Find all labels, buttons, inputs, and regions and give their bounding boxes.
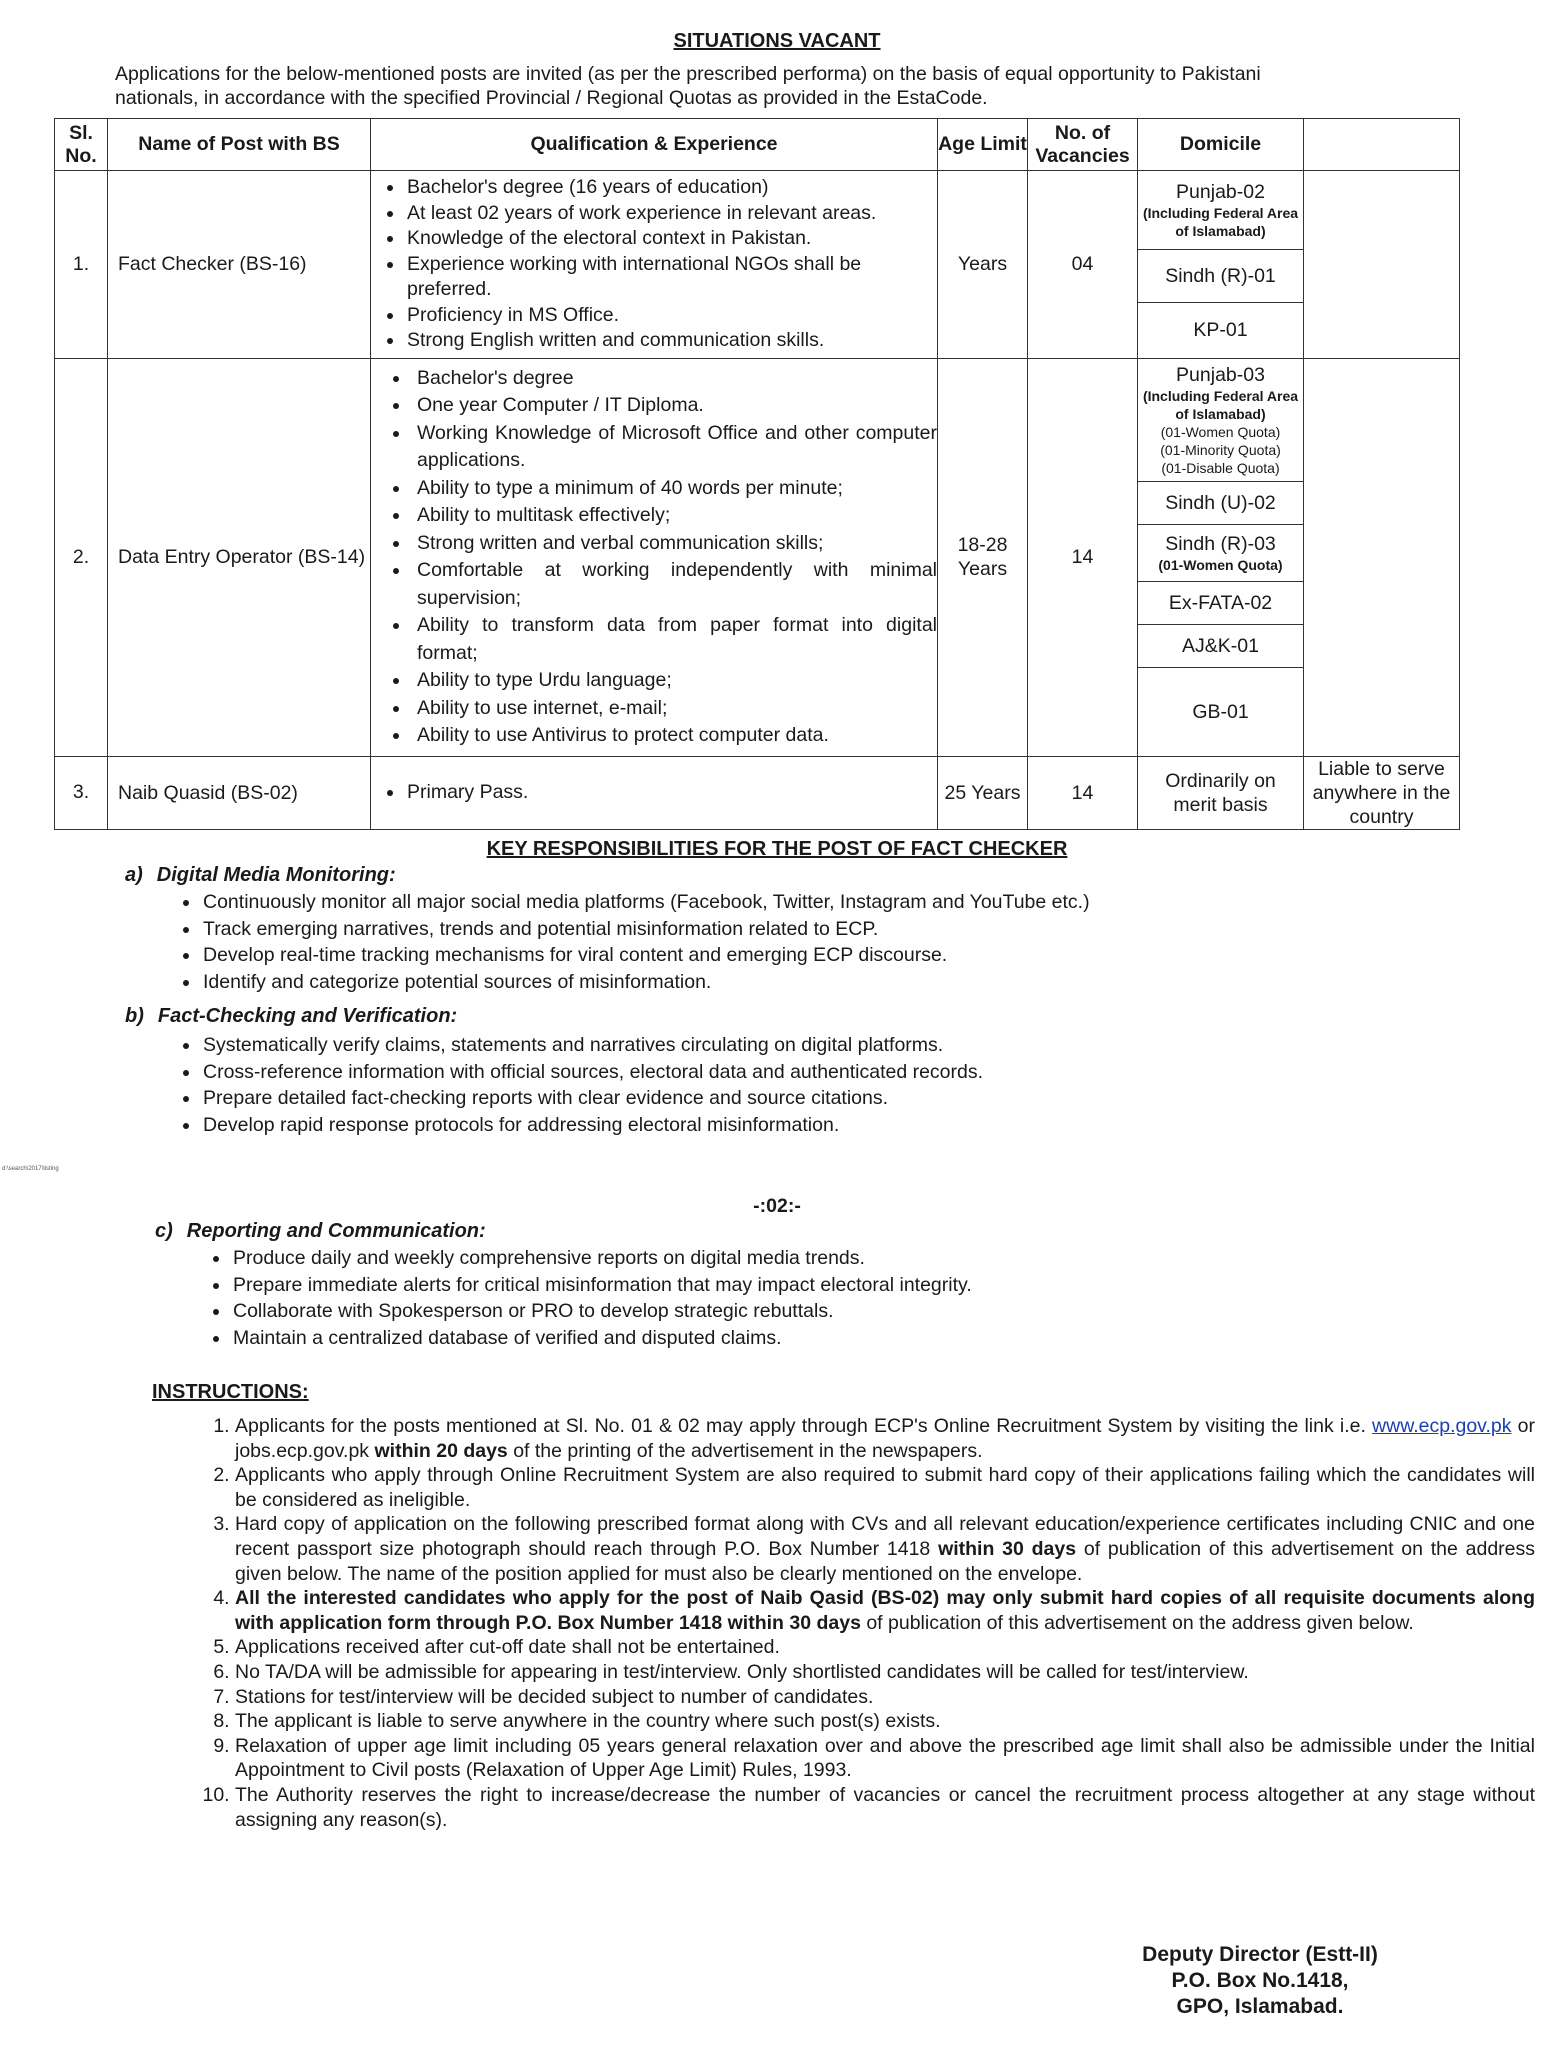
section-heading: a) Digital Media Monitoring: bbox=[125, 864, 396, 886]
qualification-cell bbox=[371, 358, 938, 756]
header-age-limit: Age Limit bbox=[938, 119, 1028, 171]
list-item: 8. The applicant is liable to serve anywhere in the country where such post(s) exists. bbox=[235, 1709, 1535, 1734]
domicile-quota: KP-01 bbox=[1193, 319, 1248, 342]
domicile-cell bbox=[1138, 171, 1304, 359]
domicile-cell bbox=[1138, 756, 1304, 829]
qualification-list bbox=[371, 175, 937, 354]
list-item: • Track emerging narratives, trends and potential misinformation related to ECP. bbox=[201, 916, 1090, 943]
qualification-item: • Primary Pass. bbox=[405, 780, 937, 806]
table-row bbox=[55, 358, 1460, 756]
qualification-list bbox=[371, 365, 937, 750]
qualification-item: • Ability to type Urdu language; bbox=[411, 667, 937, 695]
domicile-quota: Punjab-02 (Including Federal Area of Islamabad) bbox=[1138, 171, 1303, 250]
header-domicile: Domicile bbox=[1138, 119, 1304, 171]
domicile-quota: Ordinarily on merit basis bbox=[1165, 769, 1276, 816]
qualification-item: • Knowledge of the electoral context in Pakistan. bbox=[405, 226, 937, 252]
table-row bbox=[55, 171, 1460, 359]
remarks-cell bbox=[1304, 171, 1460, 359]
qualification-item: • Working Knowledge of Microsoft Office and other computer applications. bbox=[411, 420, 937, 475]
list-item: 9. Relaxation of upper age limit including 05 years general relaxation over and above the prescribed age limit shall also be admissible under the Initial Appointment to Civil posts (Relaxation of Upper Age Limit) Rules, 1993. bbox=[235, 1734, 1535, 1783]
responsibility-list bbox=[197, 1245, 972, 1351]
ecp-website-link[interactable]: www.ecp.gov.pk bbox=[1372, 1415, 1512, 1437]
domicile-quota: Punjab-03 (Including Federal Area of Islamabad) (01-Women Quota) (01-Minority Quota) (01-Disable Quota) bbox=[1138, 359, 1303, 482]
section-heading: b) Fact-Checking and Verification: bbox=[125, 1005, 458, 1027]
file-path-mark: d:\search\2017\listing bbox=[2, 1166, 59, 1172]
qualification-cell bbox=[371, 171, 938, 359]
qualification-item: • Strong English written and communication skills. bbox=[405, 328, 937, 354]
section-reporting bbox=[155, 1220, 972, 1351]
qualification-item: • One year Computer / IT Diploma. bbox=[411, 392, 937, 420]
intro-paragraph: Applications for the below-mentioned posts are invited (as per the prescribed performa) on the basis of equal opportunity to Pakistani nationals, in accordance with the specified Provincial / Regional Quotas as provided in the EstaCode. bbox=[115, 63, 1261, 109]
header-post-name: Name of Post with BS bbox=[108, 119, 371, 171]
signature-po-box: P.O. Box No.1418, bbox=[1171, 1969, 1349, 1992]
signature-block bbox=[1100, 1942, 1420, 2020]
signature-address: GPO, Islamabad. bbox=[1176, 1995, 1344, 2018]
list-item: • Develop rapid response protocols for addressing electoral misinformation. bbox=[201, 1112, 983, 1139]
age-limit: 18-28 Years bbox=[938, 358, 1028, 756]
qualification-list bbox=[371, 780, 937, 806]
list-item: • Produce daily and weekly comprehensive reports on digital media trends. bbox=[231, 1245, 972, 1272]
responsibility-list bbox=[167, 1032, 983, 1138]
list-item: • Develop real-time tracking mechanisms for viral content and emerging ECP discourse. bbox=[201, 942, 1090, 969]
row-sl: 3. bbox=[55, 756, 108, 829]
qualification-item: • Ability to use internet, e-mail; bbox=[411, 695, 937, 723]
page-number: -:02:- bbox=[753, 1195, 801, 1217]
list-item: • Cross-reference information with official sources, electoral data and authenticated records. bbox=[201, 1059, 983, 1086]
qualification-item: • Ability to transform data from paper format into digital format; bbox=[411, 612, 937, 667]
vacancies-table bbox=[54, 118, 1460, 830]
header-qualification: Qualification & Experience bbox=[371, 119, 938, 171]
domicile-quota: Sindh (R)-03 (01-Women Quota) bbox=[1138, 525, 1303, 582]
header-sl: Sl. No. bbox=[55, 119, 108, 171]
age-limit: 25 Years bbox=[938, 756, 1028, 829]
instructions-heading: INSTRUCTIONS: bbox=[152, 1381, 309, 1403]
list-item: 2. Applicants who apply through Online Recruitment System are also required to submit hard copy of their applications failing which the candidates will be considered as ineligible. bbox=[235, 1463, 1535, 1512]
header-vacancies: No. of Vacancies bbox=[1028, 119, 1138, 171]
responsibility-list bbox=[167, 889, 1090, 995]
section-fact-checking bbox=[125, 1005, 983, 1138]
list-item: 6. No TA/DA will be admissible for appearing in test/interview. Only shortlisted candidates will be called for test/interview. bbox=[235, 1660, 1535, 1685]
qualification-item: • Ability to multitask effectively; bbox=[411, 502, 937, 530]
list-item: • Prepare detailed fact-checking reports with clear evidence and source citations. bbox=[201, 1085, 983, 1112]
vacancies-count: 14 bbox=[1028, 358, 1138, 756]
list-item: • Continuously monitor all major social media platforms (Facebook, Twitter, Instagram and YouTube etc.) bbox=[201, 889, 1090, 916]
qualification-item: • Comfortable at working independently with minimal supervision; bbox=[411, 557, 937, 612]
table-row bbox=[55, 756, 1460, 829]
list-item: 3. Hard copy of application on the following prescribed format along with CVs and all relevant education/experience certificates including CNIC and one recent passport size photograph should reach through P.O. Box Number 1418 within 30 days of publication of this advertisement on the address given below. The name of the position applied for must also be clearly mentioned on the envelope. bbox=[235, 1512, 1535, 1586]
domicile-quota: Ex-FATA-02 bbox=[1138, 582, 1303, 625]
domicile-quota: Sindh (R)-01 bbox=[1138, 250, 1303, 303]
domicile-quota: Sindh (U)-02 bbox=[1138, 482, 1303, 525]
domicile-quota: AJ&K-01 bbox=[1138, 625, 1303, 668]
list-item: 4. All the interested candidates who apply for the post of Naib Qasid (BS-02) may only submit hard copies of all requisite documents along with application form through P.O. Box Number 1418 within 30 days of publication of this advertisement on the address given below. bbox=[235, 1586, 1535, 1635]
list-item: 7. Stations for test/interview will be decided subject to number of candidates. bbox=[235, 1685, 1535, 1710]
list-item: • Prepare immediate alerts for critical misinformation that may impact electoral integrity. bbox=[231, 1272, 972, 1299]
qualification-item: • Ability to use Antivirus to protect computer data. bbox=[411, 722, 937, 750]
domicile-cell bbox=[1138, 358, 1304, 756]
vacancies-count: 14 bbox=[1028, 756, 1138, 829]
post-name: Fact Checker (BS-16) bbox=[108, 171, 371, 359]
row-sl: 2. bbox=[55, 358, 108, 756]
list-item: 1. Applicants for the posts mentioned at Sl. No. 01 & 02 may apply through ECP's Online Recruitment System by visiting the link i.e. www.ecp.gov.pk or jobs.ecp.gov.pk within 20 days of the printing of the advertisement in the newspapers. bbox=[235, 1414, 1535, 1463]
vacancies-count: 04 bbox=[1028, 171, 1138, 359]
instructions-list bbox=[185, 1414, 1535, 1832]
header-remarks bbox=[1304, 119, 1460, 171]
domicile-quota: GB-01 bbox=[1192, 700, 1249, 723]
list-item: • Collaborate with Spokesperson or PRO to develop strategic rebuttals. bbox=[231, 1298, 972, 1325]
age-limit: Years bbox=[938, 171, 1028, 359]
post-name: Naib Quasid (BS-02) bbox=[108, 756, 371, 829]
qualification-item: • Bachelor's degree bbox=[411, 365, 937, 393]
qualification-item: • Proficiency in MS Office. bbox=[405, 303, 937, 329]
document-title: SITUATIONS VACANT bbox=[673, 30, 881, 52]
qualification-item: • At least 02 years of work experience in relevant areas. bbox=[405, 201, 937, 227]
remarks-cell bbox=[1304, 358, 1460, 756]
post-name: Data Entry Operator (BS-14) bbox=[108, 358, 371, 756]
responsibilities-heading: KEY RESPONSIBILITIES FOR THE POST OF FACT CHECKER bbox=[486, 838, 1068, 860]
qualification-cell bbox=[371, 756, 938, 829]
signature-title: Deputy Director (Estt-II) bbox=[1142, 1943, 1378, 1966]
list-item: 5. Applications received after cut-off date shall not be entertained. bbox=[235, 1635, 1535, 1660]
table-header-row bbox=[55, 119, 1460, 171]
qualification-item: • Ability to type a minimum of 40 words per minute; bbox=[411, 475, 937, 503]
list-item: 10. The Authority reserves the right to increase/decrease the number of vacancies or cancel the recruitment process altogether at any stage without assigning any reason(s). bbox=[235, 1783, 1535, 1832]
row-sl: 1. bbox=[55, 171, 108, 359]
list-item: • Identify and categorize potential sources of misinformation. bbox=[201, 969, 1090, 996]
qualification-item: • Experience working with international NGOs shall be preferred. bbox=[405, 252, 937, 303]
section-digital-media bbox=[125, 864, 1090, 995]
qualification-item: • Bachelor's degree (16 years of education) bbox=[405, 175, 937, 201]
remarks-cell: Liable to serve anywhere in the country bbox=[1304, 756, 1460, 829]
list-item: • Systematically verify claims, statements and narratives circulating on digital platforms. bbox=[201, 1032, 983, 1059]
section-heading: c) Reporting and Communication: bbox=[155, 1220, 486, 1242]
list-item: • Maintain a centralized database of verified and disputed claims. bbox=[231, 1325, 972, 1352]
qualification-item: • Strong written and verbal communication skills; bbox=[411, 530, 937, 558]
